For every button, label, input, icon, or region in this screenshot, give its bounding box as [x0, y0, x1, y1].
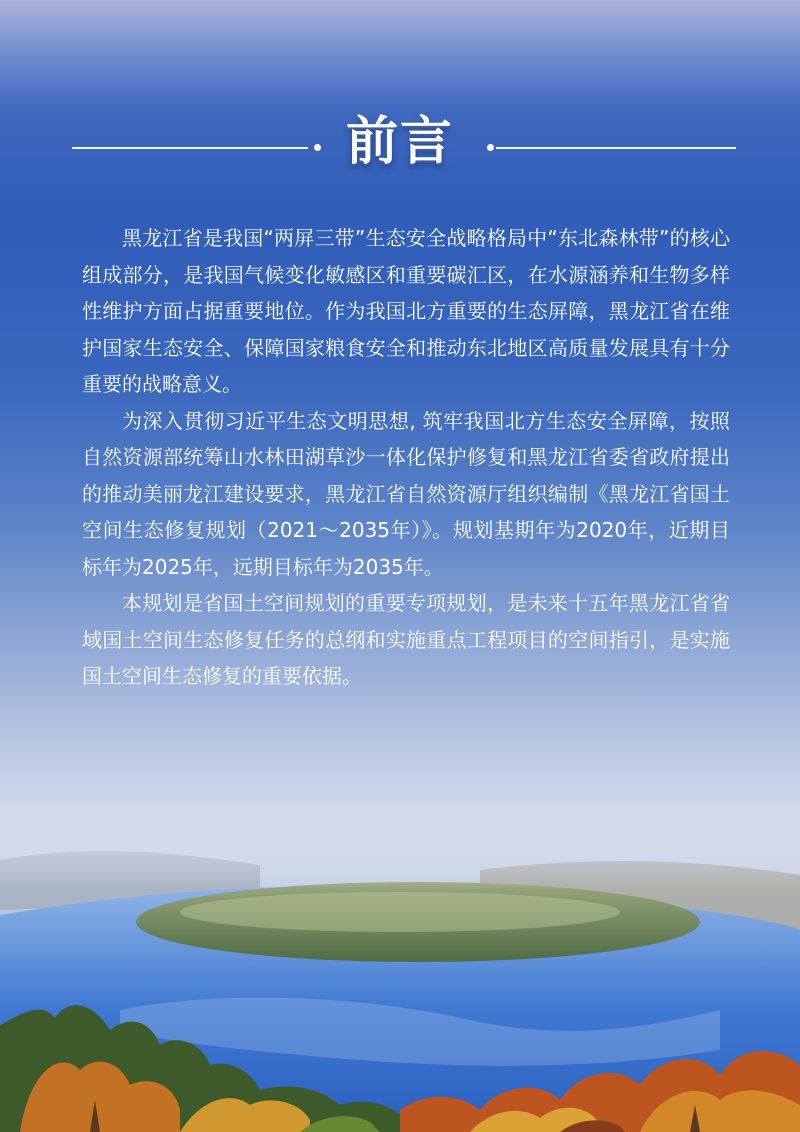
header-dot-left	[314, 144, 321, 151]
river-landscape-illustration	[0, 820, 800, 1132]
header-divider-right	[496, 147, 736, 149]
haze-overlay	[0, 820, 800, 890]
river-island-highlight	[180, 892, 620, 932]
header-divider-left	[72, 147, 308, 149]
page-title: 前言	[345, 112, 454, 172]
paragraph-1: 黑龙江省是我国“两屏三带”生态安全战略格局中“东北森林带”的核心组成部分，是我国气候变化敏感区和重要碳汇区，在水源涵养和生物多样性维护方面占据重要地位。作为我国北方重要的生态屏障，黑龙江省在维护国家生态安全、保障国家粮食安全和推动东北地区高质量发展具有十分重要的战略意义。	[82, 226, 730, 396]
paragraph-3: 本规划是省国土空间规划的重要专项规划，是未来十五年黑龙江省省域国土空间生态修复任务的总纲和实施重点工程项目的空间指引，是实施国土空间生态修复的重要依据。	[82, 591, 730, 688]
preface-body	[82, 220, 730, 695]
header-dot-right	[487, 144, 494, 151]
paragraph-2: 为深入贯彻习近平生态文明思想, 筑牢我国北方生态安全屏障，按照自然资源部统筹山水林田湖草沙一体化保护修复和黑龙江省委省政府提出的推动美丽龙江建设要求，黑龙江省自然资源厅组织编制《黑龙江省国土空间生态修复规划（2021～2035年）》。规划基期年为2020年，近期目标年为2025年，远期目标年为2035年。	[82, 408, 730, 579]
